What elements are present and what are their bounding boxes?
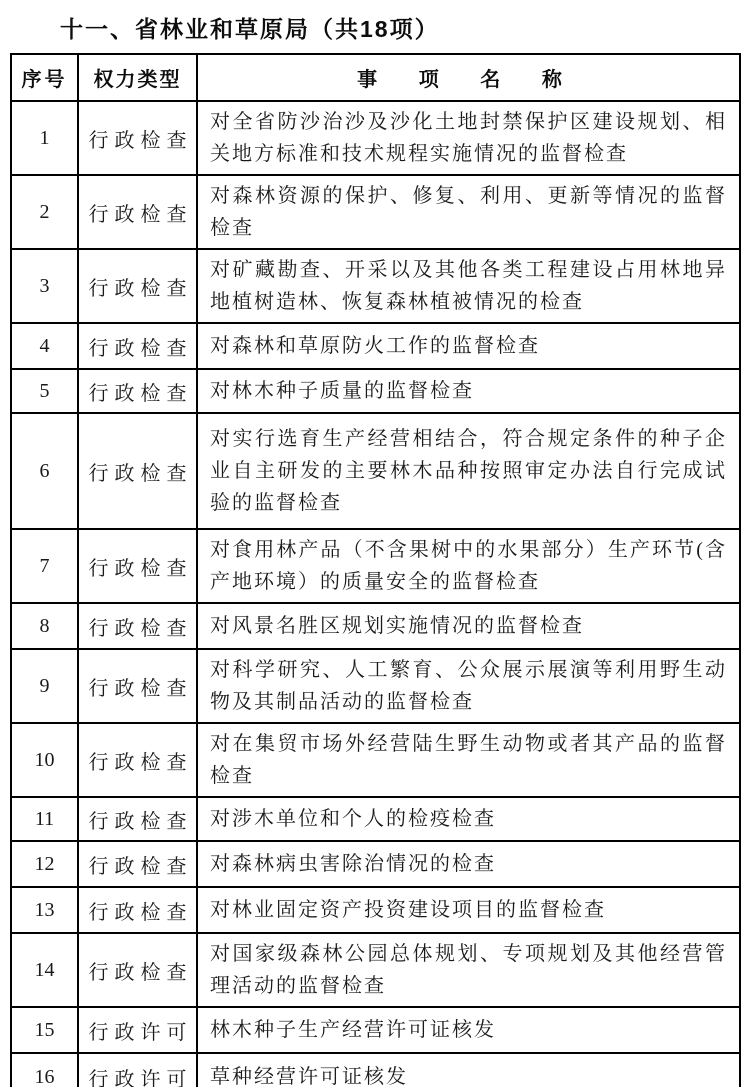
power-type: 行政检查	[78, 723, 197, 797]
row-number: 3	[11, 249, 78, 323]
table-row	[11, 723, 740, 797]
table-row	[11, 887, 740, 933]
table-row	[11, 101, 740, 175]
table-row	[11, 323, 740, 369]
row-number: 10	[11, 723, 78, 797]
row-number: 7	[11, 529, 78, 603]
row-number: 14	[11, 933, 78, 1007]
row-number: 13	[11, 887, 78, 933]
item-name: 对科学研究、人工繁育、公众展示展演等利用野生动物及其制品活动的监督检查	[197, 649, 740, 723]
row-number: 12	[11, 841, 78, 887]
row-number: 5	[11, 369, 78, 413]
row-number: 8	[11, 603, 78, 649]
table-row	[11, 649, 740, 723]
item-name: 对林业固定资产投资建设项目的监督检查	[197, 887, 740, 933]
power-type: 行政检查	[78, 933, 197, 1007]
row-number: 11	[11, 797, 78, 841]
table-row	[11, 529, 740, 603]
power-type: 行政许可	[78, 1007, 197, 1053]
item-name: 对国家级森林公园总体规划、专项规划及其他经营管理活动的监督检查	[197, 933, 740, 1007]
power-type: 行政检查	[78, 529, 197, 603]
item-name: 对食用林产品（不含果树中的水果部分）生产环节(含产地环境）的质量安全的监督检查	[197, 529, 740, 603]
table-row	[11, 603, 740, 649]
table-row	[11, 369, 740, 413]
item-name: 对实行选育生产经营相结合，符合规定条件的种子企业自主研发的主要林木品种按照审定办法自行完成试验的监督检查	[197, 413, 740, 529]
power-type: 行政检查	[78, 249, 197, 323]
power-type: 行政检查	[78, 413, 197, 529]
page-title: 十一、省林业和草原局（共18项）	[60, 16, 440, 42]
item-name: 对矿藏勘查、开采以及其他各类工程建设占用林地异地植树造林、恢复森林植被情况的检查	[197, 249, 740, 323]
table-row	[11, 841, 740, 887]
item-name: 对林木种子质量的监督检查	[197, 369, 740, 413]
powers-table	[10, 53, 741, 1087]
row-number: 9	[11, 649, 78, 723]
power-type: 行政检查	[78, 603, 197, 649]
item-name: 对森林和草原防火工作的监督检查	[197, 323, 740, 369]
power-type: 行政检查	[78, 369, 197, 413]
power-type: 行政检查	[78, 175, 197, 249]
row-number: 1	[11, 101, 78, 175]
item-name: 对森林资源的保护、修复、利用、更新等情况的监督检查	[197, 175, 740, 249]
table-row	[11, 797, 740, 841]
power-type: 行政检查	[78, 797, 197, 841]
power-type: 行政检查	[78, 323, 197, 369]
table-row	[11, 413, 740, 529]
item-name: 对风景名胜区规划实施情况的监督检查	[197, 603, 740, 649]
item-name: 草种经营许可证核发	[197, 1053, 740, 1087]
power-type: 行政检查	[78, 887, 197, 933]
power-type: 行政检查	[78, 101, 197, 175]
item-name: 对森林病虫害除治情况的检查	[197, 841, 740, 887]
table-header	[11, 54, 740, 101]
header-row	[11, 54, 740, 101]
item-name: 对涉木单位和个人的检疫检查	[197, 797, 740, 841]
item-name: 对全省防沙治沙及沙化土地封禁保护区建设规划、相关地方标准和技术规程实施情况的监督检查	[197, 101, 740, 175]
row-number: 15	[11, 1007, 78, 1053]
table-row	[11, 175, 740, 249]
row-number: 2	[11, 175, 78, 249]
table-row	[11, 933, 740, 1007]
table-body	[11, 101, 740, 1087]
power-type: 行政检查	[78, 649, 197, 723]
column-header-item-name: 事 项 名 称	[197, 54, 740, 101]
table-row	[11, 1053, 740, 1087]
column-header-power-type: 权力类型	[78, 54, 197, 101]
row-number: 16	[11, 1053, 78, 1087]
row-number: 6	[11, 413, 78, 529]
power-type: 行政检查	[78, 841, 197, 887]
item-name: 林木种子生产经营许可证核发	[197, 1007, 740, 1053]
column-header-number: 序号	[11, 54, 78, 101]
table-row	[11, 249, 740, 323]
power-type: 行政许可	[78, 1053, 197, 1087]
row-number: 4	[11, 323, 78, 369]
table-row	[11, 1007, 740, 1053]
item-name: 对在集贸市场外经营陆生野生动物或者其产品的监督检查	[197, 723, 740, 797]
